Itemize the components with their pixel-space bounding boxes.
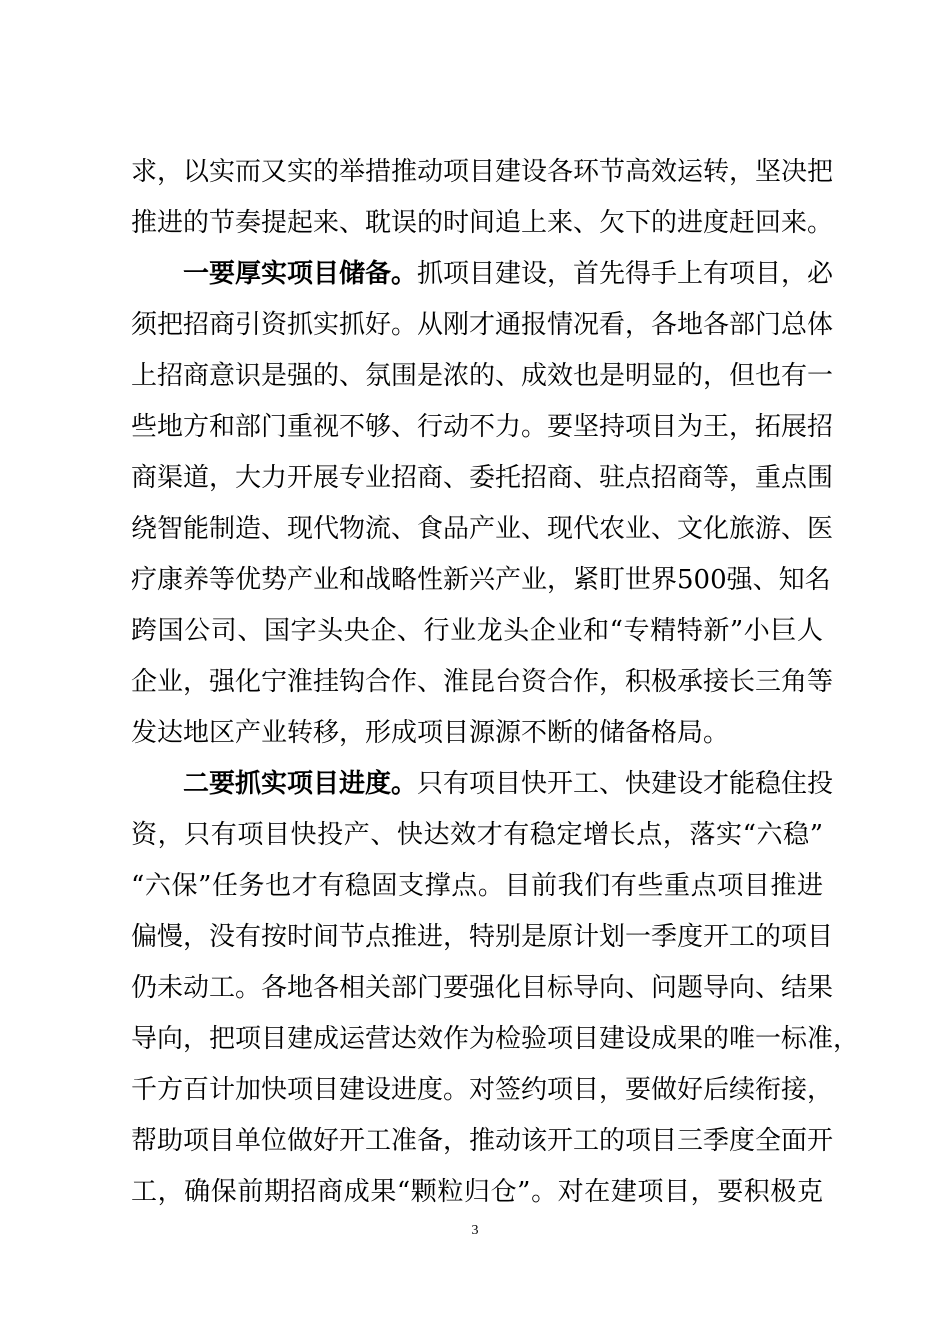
text-line: 工，确保前期招商成果“颗粒归仓”。对在建项目，要积极克 [131, 1177, 823, 1207]
text-line: “六保”任务也才有稳固支撑点。目前我们有些重点项目推进 [131, 871, 823, 901]
text-line: 企业，强化宁淮挂钩合作、淮昆台资合作，积极承接长三角等 [131, 667, 834, 697]
paragraph-heading: 二要抓实项目进度。 [183, 769, 418, 799]
text-line: 帮助项目单位做好开工准备，推动该开工的项目三季度全面开 [131, 1126, 834, 1156]
text-line: 些地方和部门重视不够、行动不力。要坚持项目为王，拓展招 [131, 412, 834, 442]
text-line: 发达地区产业转移，形成项目源源不断的储备格局。 [131, 718, 730, 748]
text-line: 须把招商引资抓实抓好。从刚才通报情况看，各地各部门总体 [131, 310, 834, 340]
text-line: 上招商意识是强的、氛围是浓的、成效也是明显的，但也有一 [131, 361, 834, 391]
text-run: 只有项目快开工、快建设才能稳住投 [417, 769, 834, 799]
paragraph-first-line [131, 764, 834, 815]
text-line: 求，以实而又实的举措推动项目建设各环节高效运转，坚决把 [131, 157, 834, 187]
text-line: 资，只有项目快投产、快达效才有稳定增长点，落实“六稳” [131, 820, 823, 850]
text-line: 导向，把项目建成运营达效作为检验项目建设成果的唯一标准， [131, 1024, 860, 1054]
document-body [131, 152, 860, 1223]
paragraph-heading: 一要厚实项目储备。 [183, 259, 418, 289]
text-line: 推进的节奏提起来、耽误的时间追上来、欠下的进度赶回来。 [131, 208, 834, 238]
page-number: 3 [471, 1223, 479, 1238]
text-line: 偏慢，没有按时间节点推进，特别是原计划一季度开工的项目 [131, 922, 834, 952]
text-line: 千方百计加快项目建设进度。对签约项目，要做好后续衔接， [131, 1075, 834, 1105]
text-line: 绕智能制造、现代物流、食品产业、现代农业、文化旅游、医 [131, 514, 834, 544]
text-line: 商渠道，大力开展专业招商、委托招商、驻点招商等，重点围 [131, 463, 834, 493]
text-line: 仍未动工。各地各相关部门要强化目标导向、问题导向、结果 [131, 973, 834, 1003]
text-line: 跨国公司、国字头央企、行业龙头企业和“专精特新”小巨人 [131, 616, 823, 646]
text-run: 抓项目建设，首先得手上有项目，必 [417, 259, 834, 289]
text-line: 疗康养等优势产业和战略性新兴产业，紧盯世界500强、知名 [131, 565, 831, 595]
paragraph-first-line [131, 254, 834, 305]
